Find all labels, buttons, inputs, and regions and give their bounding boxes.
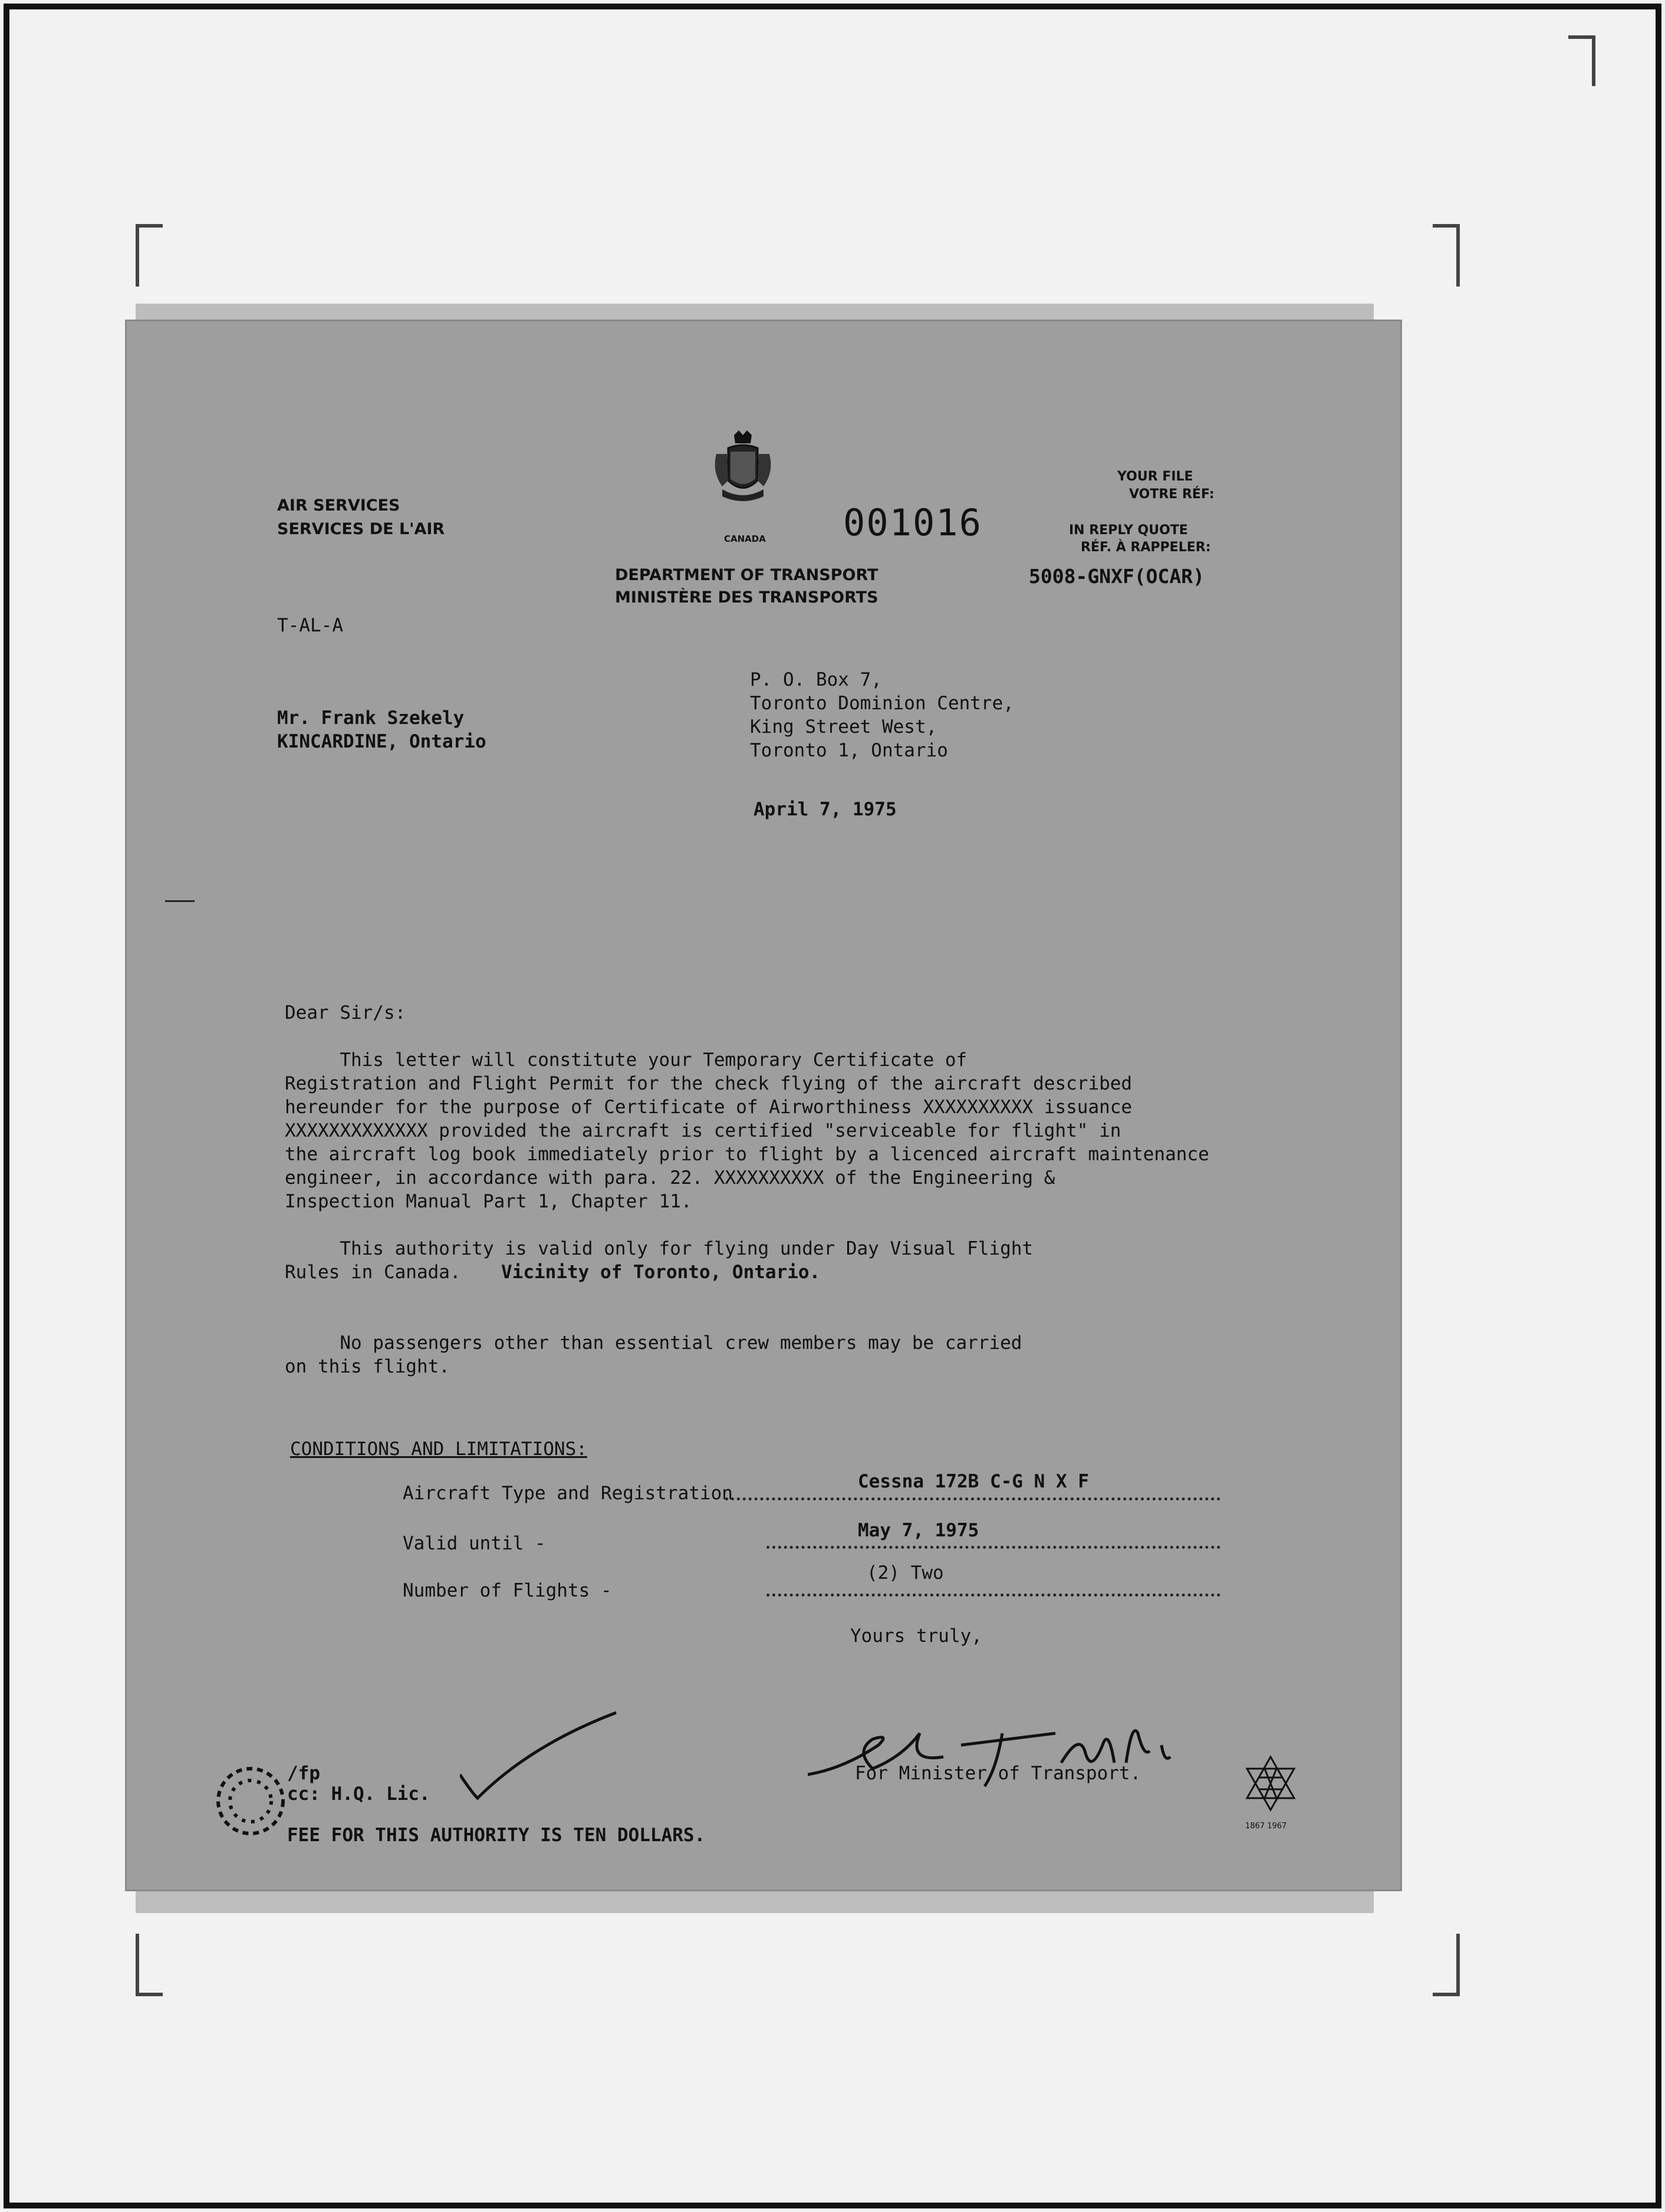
margin-mark	[165, 900, 195, 902]
salutation: Dear Sir/s:	[285, 1002, 406, 1023]
your-file-fr: VOTRE RÉF:	[1129, 487, 1215, 502]
body-line: This letter will constitute your Temporary Certificate of	[285, 1049, 968, 1071]
valid-until-label: Valid until -	[403, 1533, 546, 1554]
reply-quote-en: IN REPLY QUOTE	[1069, 523, 1188, 538]
address-line: Toronto Dominion Centre,	[750, 693, 1014, 714]
crop-mark-top-right	[1433, 224, 1460, 287]
crop-mark-top-left	[136, 224, 163, 287]
crop-mark-outer	[1568, 35, 1595, 86]
body-line: XXXXXXXXXXXXX provided the aircraft is certified "serviceable for flight" in	[285, 1120, 1121, 1141]
address-line: King Street West,	[750, 716, 937, 738]
department-fr: MINISTÈRE DES TRANSPORTS	[615, 588, 878, 607]
dot-leader	[766, 1594, 1220, 1597]
body-line: No passengers other than essential crew members may be carried	[285, 1332, 1022, 1354]
your-file-en: YOUR FILE	[1117, 469, 1193, 484]
body-line: engineer, in accordance with para. 22. XXXXXXXXXX of the Engineering &	[285, 1167, 1055, 1189]
body-line: Rules in Canada.	[285, 1262, 461, 1283]
carbon-copy: cc: H.Q. Lic.	[287, 1783, 430, 1805]
crest-label: CANADA	[724, 534, 766, 544]
body-line: hereunder for the purpose of Certificate of Airworthiness XXXXXXXXXX issuance	[285, 1097, 1133, 1118]
dot-leader	[725, 1497, 1220, 1500]
address-line: P. O. Box 7,	[750, 669, 882, 690]
flight-vicinity: Vicinity of Toronto, Ontario.	[501, 1262, 821, 1283]
reply-quote-fr: RÉF. À RAPPELER:	[1081, 540, 1211, 555]
crop-mark-bottom-right	[1433, 1934, 1460, 1996]
recipient-place: KINCARDINE, Ontario	[277, 731, 486, 752]
closing: Yours truly,	[850, 1625, 982, 1647]
crop-mark-bottom-left	[136, 1934, 163, 1996]
typist-initials: /fp	[287, 1763, 320, 1784]
air-services-fr: SERVICES DE L'AIR	[277, 520, 445, 538]
body-line: the aircraft log book immediately prior to flight by a licenced aircraft maintenance	[285, 1144, 1209, 1165]
flights-value: (2) Two	[867, 1562, 944, 1584]
air-services-en: AIR SERVICES	[277, 496, 400, 515]
signatory: For Minister of Transport.	[855, 1763, 1141, 1784]
received-stamp-icon	[209, 1760, 292, 1842]
department-en: DEPARTMENT OF TRANSPORT	[615, 566, 878, 584]
valid-until-value: May 7, 1975	[858, 1520, 979, 1541]
fee-note: FEE FOR THIS AUTHORITY IS TEN DOLLARS.	[287, 1825, 706, 1846]
file-code: T-AL-A	[277, 615, 343, 636]
serial-number: 001016	[843, 501, 982, 544]
body-line: on this flight.	[285, 1356, 450, 1377]
recipient-name: Mr. Frank Szekely	[277, 707, 465, 729]
conditions-heading: CONDITIONS AND LIMITATIONS:	[290, 1439, 587, 1460]
aircraft-value: Cessna 172B C-G N X F	[858, 1471, 1089, 1492]
check-mark-icon	[460, 1710, 619, 1804]
aircraft-label: Aircraft Type and Registration	[403, 1483, 733, 1504]
signature-icon	[808, 1710, 1191, 1798]
letter-date: April 7, 1975	[753, 799, 897, 820]
reference-number: 5008-GNXF(OCAR)	[1029, 565, 1205, 588]
body-line: This authority is valid only for flying under Day Visual Flight	[285, 1238, 1034, 1259]
address-line: Toronto 1, Ontario	[750, 740, 948, 761]
dot-leader	[766, 1546, 1220, 1549]
flights-label: Number of Flights -	[403, 1580, 612, 1601]
coat-of-arms-icon	[710, 430, 775, 519]
body-line: Inspection Manual Part 1, Chapter 11.	[285, 1191, 692, 1212]
centennial-years: 1867 1967	[1245, 1822, 1287, 1831]
body-line: Registration and Flight Permit for the check flying of the aircraft described	[285, 1073, 1133, 1094]
